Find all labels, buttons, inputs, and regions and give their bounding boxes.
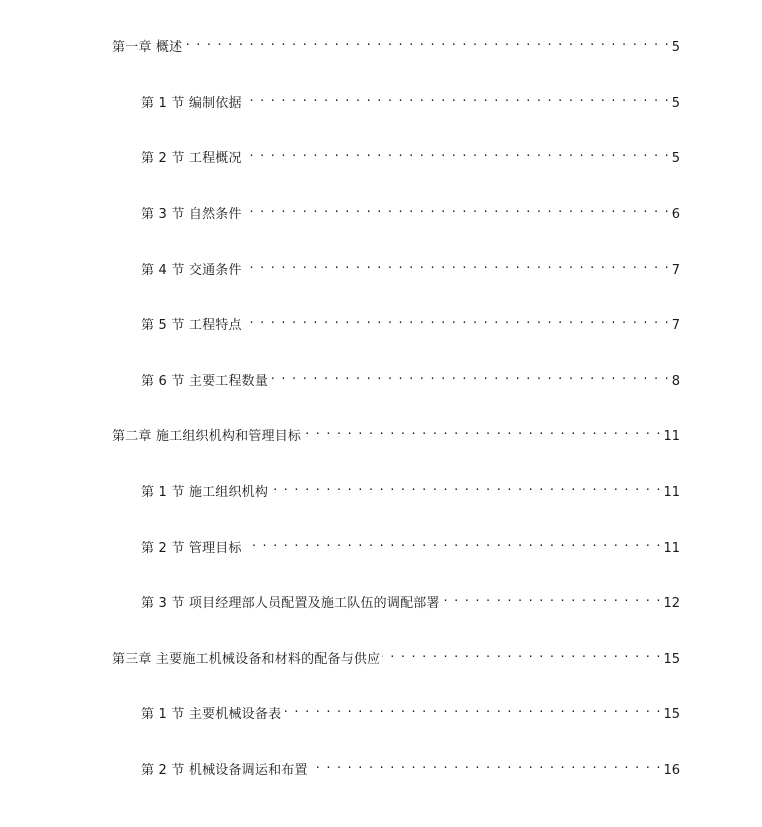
dot-leader [244,89,669,107]
dot-leader [244,144,669,162]
toc-section-1-3[interactable] [141,200,680,222]
toc-section-1-4[interactable] [141,256,680,278]
toc-page-number: 11 [663,485,680,500]
toc-entry-label: 第 1 节 施工组织机构 [141,485,269,500]
toc-page-number: 15 [663,707,680,722]
toc-chapter-2[interactable] [112,422,680,444]
toc-entry-label: 第三章 主要施工机械设备和材料的配备与供应 [112,652,381,667]
toc-entry-label: 第 1 节 主要机械设备表 [141,707,282,722]
dot-leader [270,367,669,385]
dot-leader [310,756,661,774]
toc-section-2-2[interactable] [141,534,680,556]
toc-page-number: 5 [671,96,680,111]
toc-entry-label: 第 3 节 项目经理部人员配置及施工队伍的调配部署 [141,596,440,611]
dot-leader [442,589,661,607]
dot-leader [184,33,668,51]
toc-section-1-5[interactable] [141,311,680,333]
toc-page-number: 5 [671,151,680,166]
toc-page-number: 11 [663,429,680,444]
toc-chapter-1[interactable] [112,33,680,55]
toc-section-1-1[interactable] [141,89,680,111]
dot-leader [382,645,660,663]
toc-section-1-2[interactable] [141,144,680,166]
dot-leader [303,422,660,440]
dot-leader [244,200,669,218]
dot-leader [270,478,660,496]
toc-section-3-2[interactable] [141,756,680,778]
toc-page-number: 8 [671,374,680,389]
toc-chapter-3[interactable] [112,645,680,667]
toc-section-3-1[interactable] [141,700,680,722]
dot-leader [283,700,660,718]
toc-page-number: 7 [671,263,680,278]
toc-section-2-1[interactable] [141,478,680,500]
toc-entry-label: 第二章 施工组织机构和管理目标 [112,429,302,444]
toc-entry-label: 第 2 节 管理目标 [141,541,242,556]
toc-entry-label: 第 1 节 编制依据 [141,96,242,111]
toc-page-number: 7 [671,318,680,333]
toc-section-2-3[interactable] [141,589,680,611]
toc-entry-label: 第 2 节 机械设备调运和布置 [141,763,308,778]
toc-section-1-6[interactable] [141,367,680,389]
toc-entry-label: 第一章 概述 [112,40,183,55]
toc-page-number: 12 [663,596,680,611]
dot-leader [244,256,669,274]
toc-page-number: 16 [663,763,680,778]
toc-entry-label: 第 3 节 自然条件 [141,207,242,222]
toc-entry-label: 第 5 节 工程特点 [141,318,242,333]
toc-page-number: 6 [671,207,680,222]
dot-leader [244,311,669,329]
toc-entry-label: 第 2 节 工程概况 [141,151,242,166]
toc-entry-label: 第 6 节 主要工程数量 [141,374,269,389]
toc-page-number: 11 [663,541,680,556]
toc-page-number: 15 [663,652,680,667]
toc-page-number: 5 [671,40,680,55]
dot-leader [244,534,661,552]
toc-entry-label: 第 4 节 交通条件 [141,263,242,278]
